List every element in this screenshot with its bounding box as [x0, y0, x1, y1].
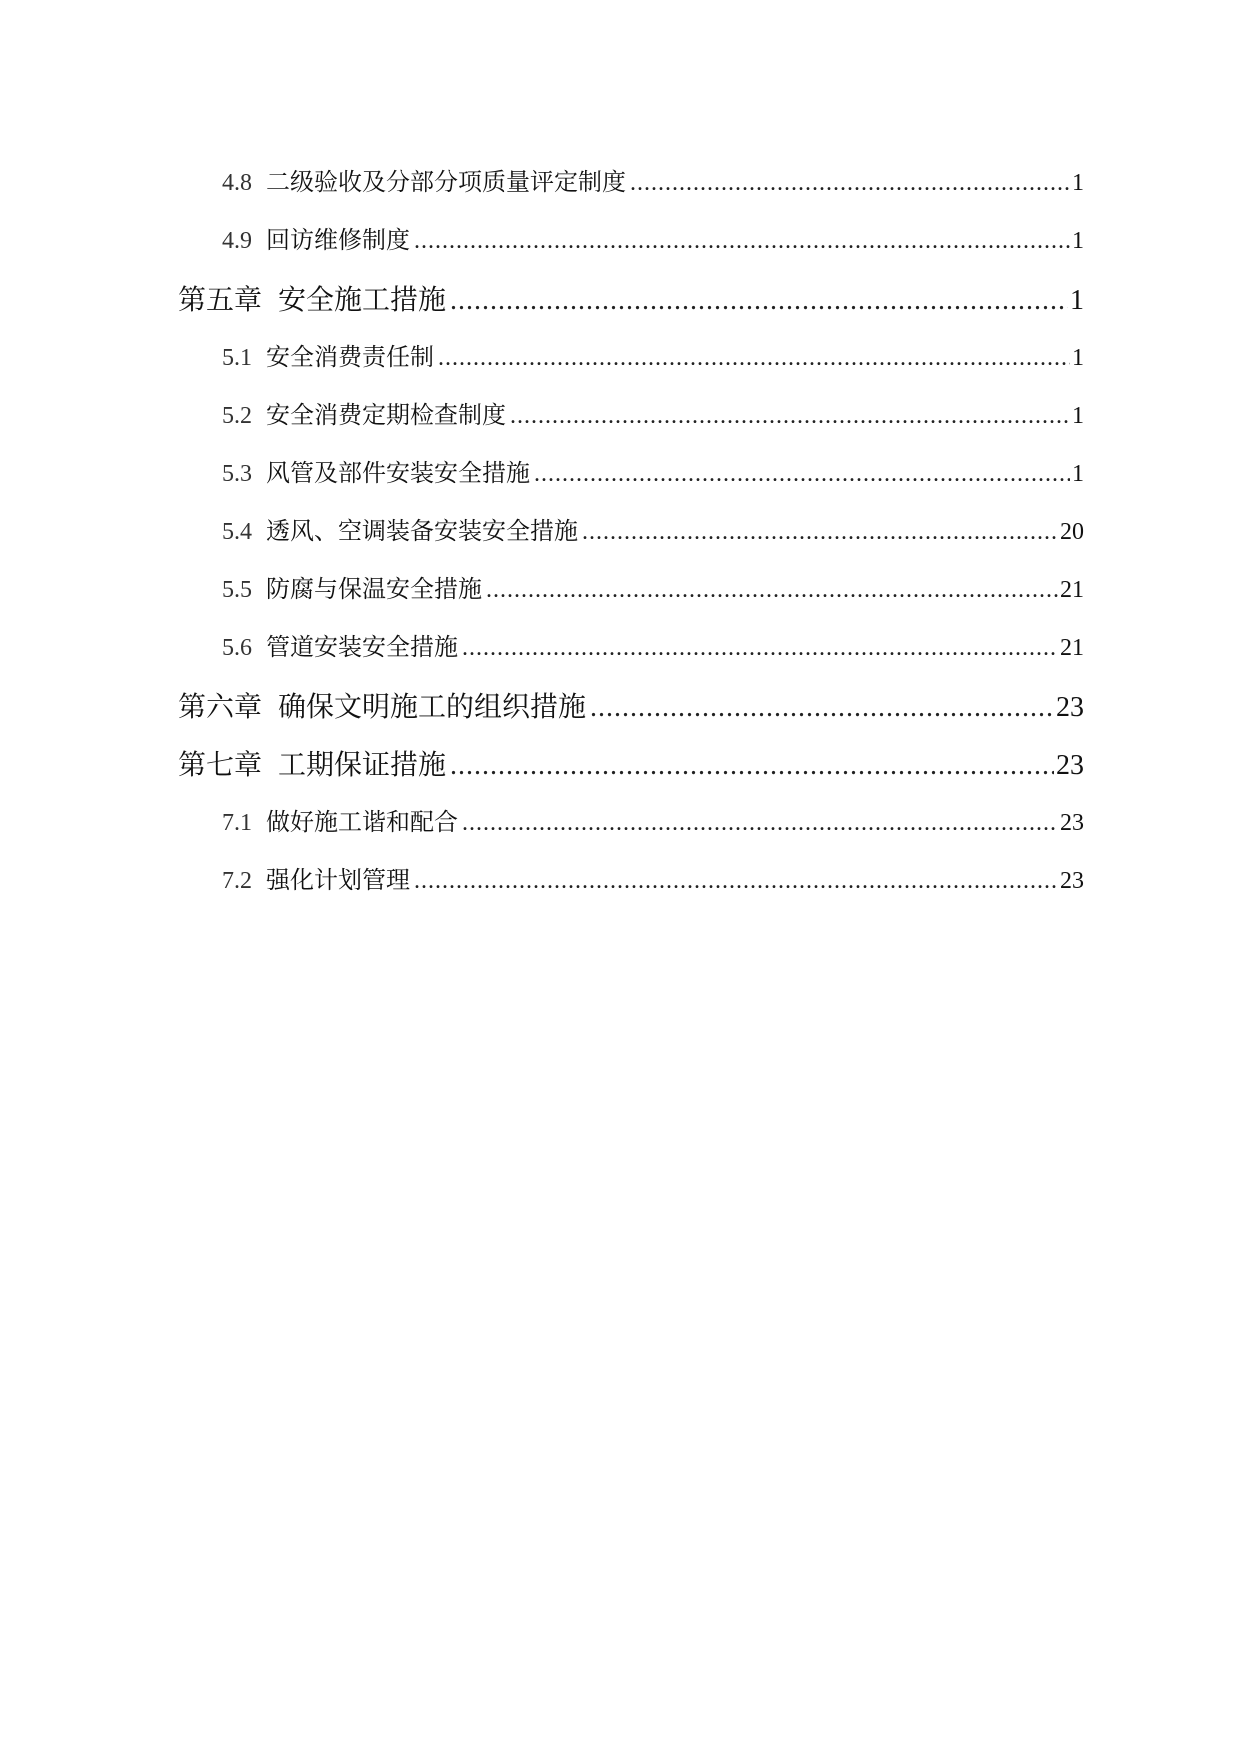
toc-entry-number: 5.3	[222, 461, 252, 487]
dot-leader	[510, 403, 1070, 430]
toc-entry-number: 4.9	[222, 228, 252, 254]
dot-leader	[462, 635, 1058, 662]
toc-entry-4-9[interactable]	[222, 220, 1084, 260]
toc-entry-page: 1	[1072, 403, 1084, 429]
toc-chapter-title: 确保文明施工的组织措施	[278, 690, 587, 723]
dot-leader	[450, 750, 1054, 782]
toc-entry-page: 20	[1060, 519, 1084, 545]
toc-entry-5-5[interactable]	[222, 569, 1084, 609]
dot-leader	[590, 692, 1054, 724]
dot-leader	[534, 461, 1070, 488]
toc-entry-title: 防腐与保温安全措施	[266, 575, 482, 603]
toc-entry-title: 强化计划管理	[266, 866, 410, 894]
dot-leader	[486, 577, 1058, 604]
toc-entry-page: 1	[1072, 228, 1084, 254]
dot-leader	[438, 345, 1070, 372]
toc-entry-title: 安全消费责任制	[266, 343, 434, 371]
toc-entry-title: 二级验收及分部分项质量评定制度	[266, 168, 626, 196]
toc-chapter-number: 第五章	[178, 283, 263, 316]
toc-entry-7-2[interactable]	[222, 860, 1084, 900]
toc-entry-title: 安全消费定期检查制度	[266, 401, 506, 429]
toc-entry-4-8[interactable]	[222, 162, 1084, 202]
toc-entry-5-3[interactable]	[222, 453, 1084, 493]
toc-entry-number: 4.8	[222, 170, 252, 196]
dot-leader	[414, 868, 1058, 895]
toc-entry-number: 7.2	[222, 868, 252, 894]
toc-entry-title: 透风、空调装备安装安全措施	[266, 517, 578, 545]
toc-entry-5-4[interactable]	[222, 511, 1084, 551]
toc-entry-page: 1	[1072, 461, 1084, 487]
toc-chapter-5[interactable]	[178, 278, 1084, 318]
toc-entry-number: 5.4	[222, 519, 252, 545]
toc-entry-page: 23	[1060, 868, 1084, 894]
toc-entry-title: 做好施工谐和配合	[266, 808, 458, 836]
toc-chapter-title: 安全施工措施	[278, 283, 447, 316]
dot-leader	[414, 228, 1070, 255]
toc-entry-5-6[interactable]	[222, 627, 1084, 667]
toc-entry-title: 管道安装安全措施	[266, 633, 458, 661]
toc-chapter-6[interactable]	[178, 685, 1084, 725]
toc-entry-page: 23	[1056, 692, 1084, 723]
toc-entry-page: 23	[1056, 750, 1084, 781]
toc-entry-page: 21	[1060, 577, 1084, 603]
toc-chapter-number: 第六章	[178, 690, 263, 723]
dot-leader	[450, 285, 1068, 317]
dot-leader	[582, 519, 1058, 546]
toc-entry-title: 风管及部件安装安全措施	[266, 459, 530, 487]
toc-entry-7-1[interactable]	[222, 802, 1084, 842]
toc-entry-page: 21	[1060, 635, 1084, 661]
toc-entry-title: 回访维修制度	[266, 226, 410, 254]
toc-entry-number: 5.5	[222, 577, 252, 603]
toc-entry-page: 23	[1060, 810, 1084, 836]
toc-chapter-number: 第七章	[178, 748, 263, 781]
toc-entry-number: 5.2	[222, 403, 252, 429]
toc-entry-number: 5.6	[222, 635, 252, 661]
toc-entry-page: 1	[1072, 170, 1084, 196]
toc-entry-number: 5.1	[222, 345, 252, 371]
toc-entry-number: 7.1	[222, 810, 252, 836]
toc-entry-page: 1	[1070, 285, 1084, 316]
dot-leader	[462, 810, 1058, 837]
dot-leader	[630, 170, 1070, 197]
toc-entry-page: 1	[1072, 345, 1084, 371]
toc-entry-5-1[interactable]	[222, 337, 1084, 377]
toc-chapter-title: 工期保证措施	[278, 748, 447, 781]
toc-entry-5-2[interactable]	[222, 395, 1084, 435]
toc-chapter-7[interactable]	[178, 743, 1084, 783]
